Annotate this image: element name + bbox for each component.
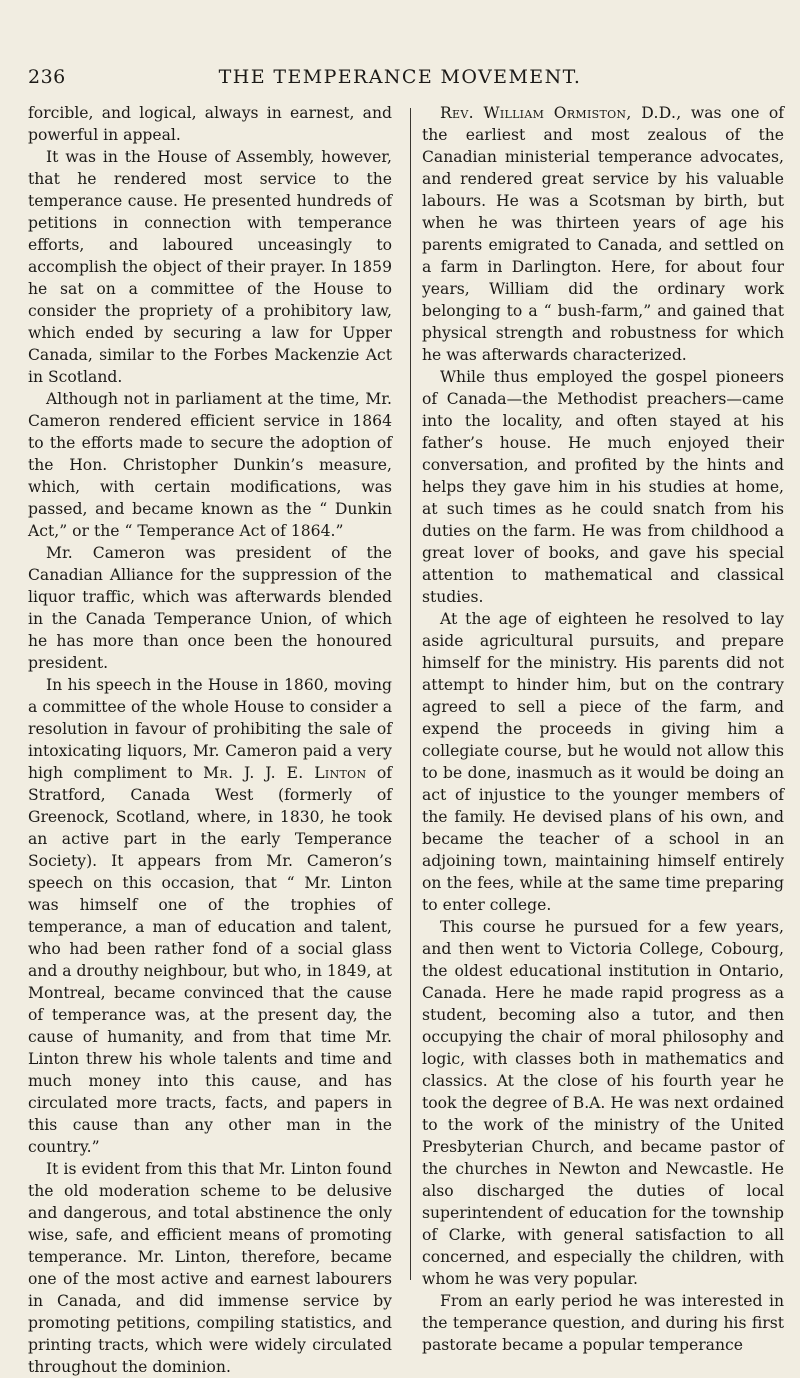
paragraph-text: was one of the earliest and most zealous of the Canadian ministerial temperance advocates, and rendered great service by his valuable labours. He was a Scotsman by birth, but when he was thirteen years of age his parents emigrated to Canada, and settled on a farm in Darlington. Here, for about four years, William did the ordinary work belonging to a “ bush-farm,” and gained that physical strength and robustness for which he was afterwards characterized.	[422, 104, 784, 364]
running-title: THE TEMPERANCE MOVEMENT.	[218, 66, 582, 88]
page-number: 236	[28, 66, 66, 88]
paragraph: Although not in parliament at the time, Mr. Cameron rendered efficient service in 1864 to the efforts made to secure the adoption of the Hon. Christopher Dunkin’s measure, which, with certain modifications, was passed, and became known as the “ Dunkin Act,” or the “ Temperance Act of 1864.”	[28, 390, 392, 540]
paragraph: At the age of eighteen he resolved to lay aside agricultural pursuits, and prepare himself for the ministry. His parents did not attempt to hinder him, but on the contrary agreed to sell a piece of the farm, and expend the proceeds in giving him a collegiate course, but he would not allow this to be done, inasmuch as it would be doing an act of injustice to the younger members of the family. He devised plans of his own, and became the teacher of a school in an adjoining town, maintaining himself entirely on the fees, while at the same time preparing to enter college.	[422, 610, 784, 914]
paragraph: This course he pursued for a few years, and then went to Victoria College, Cobourg, the oldest educational institution in Ontario, Canada. Here he made rapid progress as a student, becoming also a tutor, and then occupying the chair of moral philosophy and logic, with classes both in mathematics and classics. At the close of his fourth year he took the degree of B.A. He was next ordained to the work of the ministry of the United Presbyterian Church, and became pastor of the churches in Newton and Newcastle. He also discharged the duties of local superintendent of education for the township of Clarke, with general satisfaction to all concerned, and especially the children, with whom he was very popular.	[422, 918, 784, 1288]
paragraph: From an early period he was interested in the temperance question, and during his first pastorate became a popular temperance	[422, 1292, 784, 1354]
paragraph-text: In his speech in the House in 1860, moving a committee of the whole House to consider a resolution in favour of prohibiting the sale of intoxicating liquors, Mr. Cameron paid a very high compliment to	[28, 676, 392, 782]
person-name: Mr. J. J. E. Linton	[203, 764, 367, 782]
paragraph: It was in the House of Assembly, however, that he rendered most service to the temperance cause. He presented hundreds of petitions in connection with temperance efforts, and laboured unceasingly to accomplish the object of their prayer. In 1859 he sat on a committee of the House to consider the propriety of a prohibitory law, which ended by securing a law for Upper Canada, similar to the Forbes Mackenzie Act in Scotland.	[28, 148, 392, 386]
left-column	[28, 102, 392, 1378]
column-divider	[410, 108, 411, 1280]
paragraph-text: of Stratford, Canada West (formerly of Greenock, Scotland, where, in 1830, he took an active part in the early Temperance Society). It appears from Mr. Cameron’s speech on this occasion, that “ Mr. Linton was himself one of the trophies of temperance, a man of education and talent, who had been rather fond of a social glass and a drouthy neighbour, but who, in 1849, at Montreal, became convinced that the cause of temperance was, at the present day, the cause of humanity, and from that time Mr. Linton threw his whole talents and time and much money into this cause, and has circulated more tracts, facts, and papers in this cause than any other man in the country.”	[28, 764, 392, 1156]
page-header	[0, 66, 800, 94]
paragraph: It is evident from this that Mr. Linton found the old moderation scheme to be delusive and dangerous, and total abstinence the only wise, safe, and efficient means of promoting temperance. Mr. Linton, therefore, became one of the most active and earnest labourers in Canada, and did immense service by promoting petitions, compiling statistics, and printing tracts, which were widely circulated throughout the dominion.	[28, 1160, 392, 1376]
right-column	[422, 102, 784, 1356]
paragraph: While thus employed the gospel pioneers of Canada—the Methodist preachers—came into the locality, and often stayed at his father’s house. He much enjoyed their conversation, and profited by the hints and helps they gave him in his studies at home, at such times as he could snatch from his duties on the farm. He was from childhood a great lover of books, and gave his special attention to mathematical and classical studies.	[422, 368, 784, 606]
paragraph	[422, 102, 784, 366]
paragraph: Mr. Cameron was president of the Canadian Alliance for the suppression of the liquor traffic, which was afterwards blended in the Canada Temperance Union, of which he has more than once been the honoured president.	[28, 544, 392, 672]
person-name: Rev. William Ormiston, D.D.,	[440, 104, 682, 122]
paragraph	[28, 674, 392, 1158]
paragraph: forcible, and logical, always in earnest, and powerful in appeal.	[28, 104, 392, 144]
